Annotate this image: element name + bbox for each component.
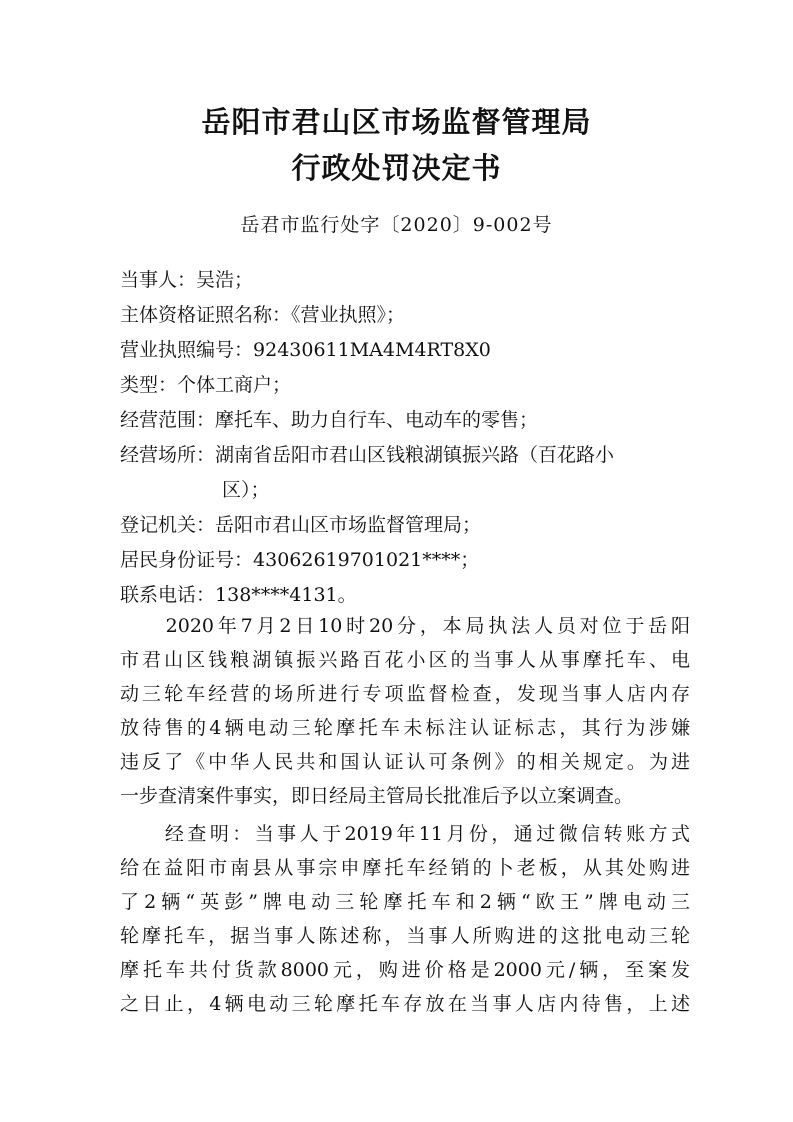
field-phone: [120, 580, 357, 607]
field-phone-value: 138****4131。: [215, 584, 357, 606]
field-premises-value-cont: 区）；: [222, 479, 270, 501]
paragraph-line: 动三轮车经营的场所进行专项监督检查，发现当事人店内存: [120, 683, 690, 705]
body-paragraph-2: [120, 817, 690, 1021]
field-authority-value: 岳阳市君山区市场监督管理局；: [215, 514, 482, 536]
document-number: 岳君市监行处字〔2020〕9-002号: [240, 214, 553, 236]
field-authority: [120, 510, 481, 537]
paragraph-line: 违反了《中华人民共和国认证认可条例》的相关规定。为进: [120, 751, 690, 773]
body-paragraph-1: [120, 609, 690, 813]
document-title-line2: 行政处罚决定书: [291, 151, 502, 185]
field-scope: [120, 405, 538, 432]
field-license-no-label: 营业执照编号：: [120, 339, 254, 361]
paragraph-line: 了2辆“英彭”牌电动三轮摩托车和2辆“欧王”牌电动三: [120, 891, 690, 913]
field-type-label: 类型：: [120, 374, 178, 396]
field-license-no: [120, 335, 491, 362]
field-cert-name: [120, 300, 405, 327]
paragraph-line: 轮摩托车，据当事人陈述称，当事人所购进的这批电动三轮: [120, 925, 690, 947]
field-phone-label: 联系电话：: [120, 584, 216, 606]
field-authority-label: 登记机关：: [120, 514, 216, 536]
document-title-line1: 岳阳市君山区市场监督管理局: [201, 105, 592, 139]
field-scope-value: 摩托车、助力自行车、电动车的零售；: [215, 409, 539, 431]
field-party: [120, 265, 253, 292]
paragraph-line: 经查明：当事人于2019年11月份，通过微信转账方式: [120, 823, 690, 845]
paragraph-line: 市君山区钱粮湖镇振兴路百花小区的当事人从事摩托车、电: [120, 649, 690, 671]
field-premises-label: 经营场所：: [120, 444, 216, 466]
paragraph-line: 放待售的4辆电动三轮摩托车未标注认证标志，其行为涉嫌: [120, 717, 690, 739]
paragraph-line: 摩托车共付货款8000元，购进价格是2000元/辆，至案发: [120, 959, 690, 981]
field-premises-value: 湖南省岳阳市君山区钱粮湖镇振兴路（百花路小: [215, 444, 615, 466]
field-license-no-value: 92430611MA4M4RT8X0: [253, 339, 491, 361]
field-type: [120, 370, 291, 397]
paragraph-line: 给在益阳市南县从事宗申摩托车经销的卜老板，从其处购进: [120, 857, 690, 879]
field-scope-label: 经营范围：: [120, 409, 216, 431]
field-id-no: [120, 545, 479, 572]
field-cert-name-value: 《营业执照》；: [291, 304, 406, 326]
field-id-no-value: 43062619701021****；: [253, 549, 480, 571]
field-type-value: 个体工商户；: [177, 374, 292, 396]
field-cert-name-label: 主体资格证照名称：: [120, 304, 292, 326]
field-premises: [120, 440, 614, 467]
paragraph-line: 之日止，4辆电动三轮摩托车存放在当事人店内待售，上述: [120, 993, 690, 1015]
field-id-no-label: 居民身份证号：: [120, 549, 254, 571]
field-party-value: 吴浩；: [196, 269, 254, 291]
field-party-label: 当事人：: [120, 269, 197, 291]
paragraph-line: 一步查清案件事实，即日经局主管局长批准后予以立案调查。: [120, 785, 634, 807]
paragraph-line: 2020年7月2日10时20分，本局执法人员对位于岳阳: [120, 615, 690, 637]
